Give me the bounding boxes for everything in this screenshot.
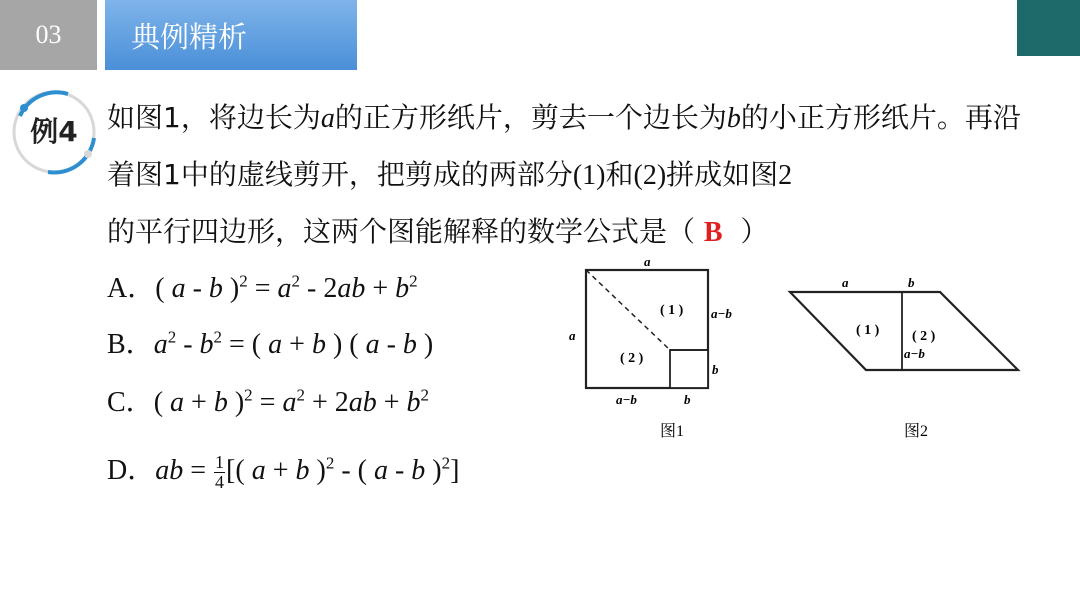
label-bottom-b: b: [684, 392, 691, 407]
region-1-label: ( 1 ): [660, 303, 684, 318]
option-d: D．ab = $\frac{1}{4}$ [( a + b )$^2$ - ( a - b )$^2$]: [107, 452, 460, 493]
option-letter: A．: [107, 273, 156, 304]
corner-decoration: [1017, 0, 1080, 56]
label-small-b: b: [712, 362, 719, 377]
figure-2: [780, 266, 1040, 452]
figure-1-caption: 图1: [660, 423, 685, 440]
question-part: 的平行四边形，这两个图能解释的数学公式是（: [107, 215, 696, 248]
label-top-a: a: [842, 275, 849, 290]
region-1-label: ( 1 ): [856, 323, 880, 338]
question-part: 的正方形纸片，剪去一个边长为: [334, 101, 727, 134]
fraction-numerator: 1: [215, 452, 225, 473]
section-number: 03: [0, 0, 97, 70]
figure-2-caption: 图2: [904, 423, 929, 440]
part-1-label: (1): [572, 160, 606, 191]
part-2-label: (2): [633, 160, 667, 191]
section-title: 典例精析: [105, 0, 357, 70]
label-bottom-a-minus-b: a−b: [616, 392, 637, 407]
answer-mark: B: [703, 217, 723, 248]
fraction: [214, 453, 225, 492]
label-left-a: a: [569, 328, 576, 343]
variable-a: a: [320, 103, 335, 134]
region-2-label: ( 2 ): [912, 329, 936, 344]
label-top-a: a: [644, 254, 651, 269]
option-c: C．( a + b )$^2 = a^2 + 2ab + b^2$: [107, 385, 430, 418]
option-letter: C．: [107, 387, 154, 418]
option-a: A．( a - b )$^2 = a^2 - 2ab + b^2$: [107, 271, 418, 304]
figure-1: [560, 252, 770, 452]
removed-small-square: [670, 350, 708, 388]
question-text: [107, 90, 1037, 261]
label-right-a-minus-b: a−b: [711, 306, 732, 321]
question-part: 和: [605, 158, 634, 191]
dashed-cut-line: [586, 270, 670, 350]
option-letter: D．: [107, 455, 156, 486]
option-b: B．$a^2 - b^2$ = ( a + b ) ( a - b ): [107, 327, 434, 360]
label-a-minus-b: a−b: [904, 346, 925, 361]
region-2-label: ( 2 ): [620, 351, 644, 366]
option-letter: B．: [107, 329, 154, 360]
example-badge-label: 例4: [30, 115, 78, 148]
variable-b: b: [726, 103, 741, 134]
question-part: 的小正方形纸片。再沿着图1中的虚线剪开，把剪成的两部分: [107, 101, 1021, 191]
question-part: ）: [740, 215, 769, 248]
question-part: 如图1，将边长为: [107, 101, 321, 134]
fraction-denominator: 4: [215, 472, 225, 493]
figure-ref: 2: [778, 160, 793, 191]
label-top-b: b: [908, 275, 915, 290]
question-part: 拼成如图: [666, 158, 779, 191]
